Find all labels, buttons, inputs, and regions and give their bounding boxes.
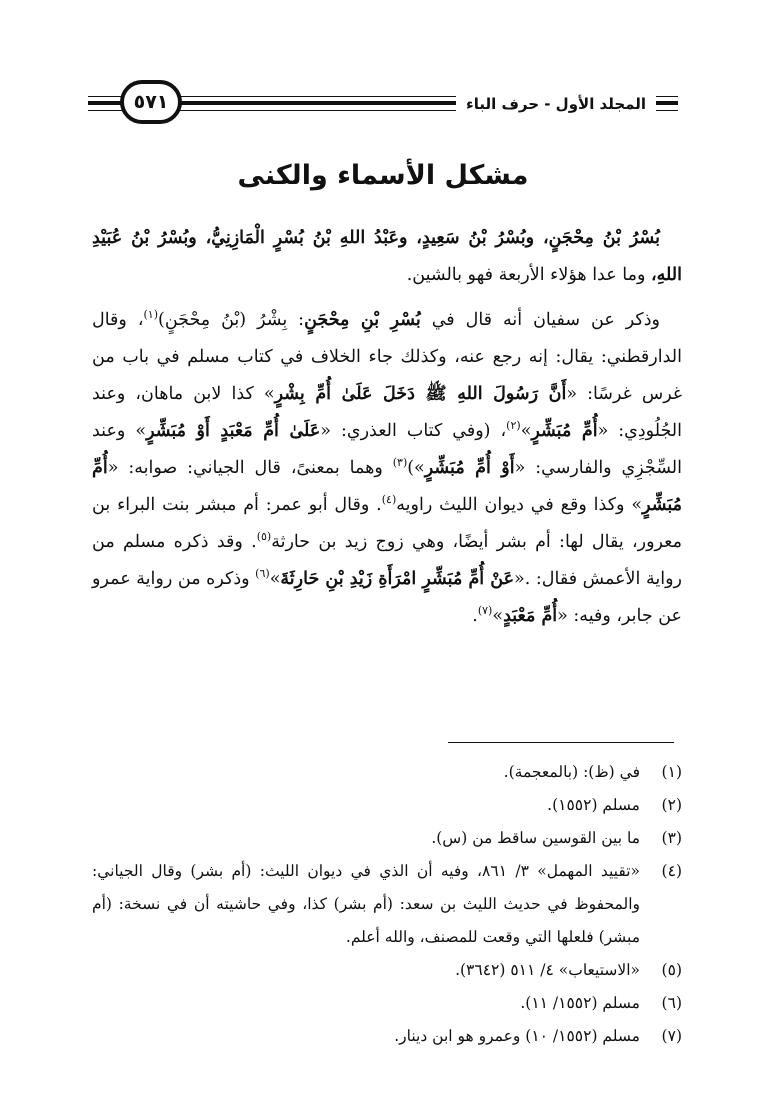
footnote-ref-7[interactable]: (٧) (477, 604, 493, 618)
running-header (88, 78, 678, 130)
hadith-quote: عَلَىٰ أُمِّ مَعْبَدٍ أَوْ مُبَشِّرٍ (146, 421, 321, 441)
footnote-number: (١) (661, 763, 682, 781)
text-span: وذكره من رواية عمرو عن جابر، وفيه: « (92, 569, 682, 626)
paragraph-discussion (92, 302, 682, 635)
footnote-text: «تقييد المهمل» ٣/ ٨٦١، وفيه أن الذي في ديوان الليث: (أم بشر) وقال الجياني: والمحفوظ في حديث الليث بن سعد: (أم بشر) كذا، وفي حاشيته أن في نسخة: (أم مبشر) فلعلها التي وقعت للمصنف، والله أعلم. (92, 862, 640, 946)
footnote-separator (448, 742, 674, 743)
footnote-ref-5[interactable]: (٥) (256, 530, 272, 544)
footnote-text: «الاستيعاب» ٤/ ٥١١ (٣٦٤٢). (455, 961, 640, 979)
footnote-text: مسلم (١٥٥٢/ ١١). (520, 994, 640, 1012)
footnote-text: ما بين القوسين ساقط من (س). (431, 829, 640, 847)
text-span: » وعند السِّجْزِي والفارسي: « (92, 421, 682, 478)
footnotes-list (92, 756, 682, 1053)
footnote-1 (92, 756, 682, 789)
chapter-title: مشكل الأسماء والكنى (237, 160, 529, 191)
text-span: » (269, 569, 281, 589)
footnote-3 (92, 822, 682, 855)
footnote-6 (92, 987, 682, 1020)
footnote-text: في (ظ): (بالمعجمة). (503, 763, 640, 781)
text-span: » وكذا وقع في ديوان الليث راويه (396, 495, 643, 515)
footnote-number: (٢) (661, 796, 682, 814)
text-span: . (472, 606, 478, 626)
text-span: ») (407, 458, 425, 478)
hadith-quote: أَوْ أُمِّ مُبَشِّرٍ (424, 458, 515, 478)
footnote-5 (92, 954, 682, 987)
footnote-7 (92, 1020, 682, 1053)
text-span: » (520, 421, 532, 441)
footnote-ref-3[interactable]: (٣) (392, 456, 408, 470)
footnote-2 (92, 789, 682, 822)
text-span: . وقال أبو عمر: أم مبشر بنت البراء بن معرور، يقال لها: أم بشر أيضًا، وهي زوج زيد بن حارثة (92, 495, 682, 552)
footnote-number: (٥) (661, 961, 682, 979)
text-span: . وقد ذكره مسلم من رواية الأعمش فقال: .« (92, 532, 682, 589)
text-span: وهما بمعنىً، قال الجياني: صوابه: « (107, 458, 393, 478)
names-note: وما عدا هؤلاء الأربعة فهو بالشين. (406, 265, 651, 285)
text-span: : بِشْرُ (بْنُ مِحْجَنٍ) (158, 310, 305, 330)
text-span: وذكر عن سفيان أنه قال في (420, 310, 660, 330)
footnote-number: (٣) (661, 829, 682, 847)
footnote-text: مسلم (١٥٥٢). (547, 796, 640, 814)
footnote-number: (٦) (661, 994, 682, 1012)
hadith-quote: عَنْ أُمِّ مُبَشِّرٍ امْرَأَةِ زَيْدِ بْنِ حَارِثَةَ (280, 569, 515, 589)
footnote-number: (٤) (661, 862, 682, 880)
footnote-ref-6[interactable]: (٦) (255, 567, 270, 581)
footnote-text: مسلم (١٥٥٢/ ١٠) وعمرو هو ابن دينار. (394, 1027, 640, 1045)
text-span: ، وقال الدارقطني: يقال: إنه رجع عنه، وكذلك جاء الخلاف في كتاب مسلم في باب من غرس غرسًا: « (92, 310, 682, 404)
paragraph-names (92, 220, 682, 294)
footnote-ref-2[interactable]: (٢) (506, 419, 521, 433)
footnote-4 (92, 855, 682, 954)
name-span: بُسْرِ بْنِ مِحْجَنٍ (304, 310, 421, 330)
running-title: المجلد الأول - حرف الباء (456, 92, 656, 116)
hadith-quote: أَنَّ رَسُولَ اللهِ ﷺ دَخَلَ عَلَىٰ أُمِّ بِشْرٍ (274, 384, 567, 404)
main-text (92, 220, 682, 635)
hadith-quote: أُمِّ مَعْبَدٍ (503, 606, 558, 626)
footnote-ref-4[interactable]: (٤) (381, 493, 397, 507)
hadith-quote: أُمِّ مُبَشِّرٍ (531, 421, 598, 441)
names-list: بُسْرُ بْنُ مِحْجَنٍ، وبُسْرُ بْنُ سَعِيدٍ، وعَبْدُ اللهِ بْنُ بُسْرٍ الْمَازِنِيُّ، وبُسْرُ بْنُ عُبَيْدِ اللهِ، (92, 228, 682, 285)
hadith-quote: أُمِّ مُبَشِّرٍ (92, 458, 682, 515)
page-number: ٥٧١ (120, 80, 182, 124)
footnote-ref-1[interactable]: (١) (143, 308, 158, 322)
text-span: » كذا لابن ماهان، وعند الجُلُودِي: « (92, 384, 682, 441)
text-span: ، (وفي كتاب العذري: « (320, 421, 507, 441)
footnote-number: (٧) (661, 1027, 682, 1045)
text-span: » (492, 606, 504, 626)
